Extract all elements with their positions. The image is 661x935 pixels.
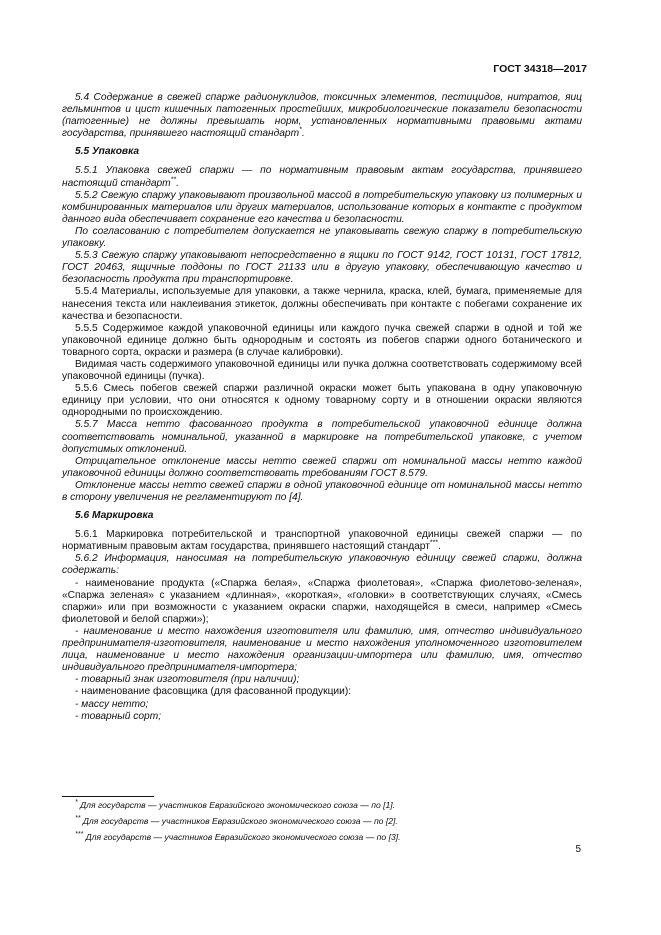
paragraph-5-5-5: 5.5.5 Содержимое каждой упаковочной единицы или каждого пучка свежей спаржи в одной и той же упаковочной единице должно быть однородным и состоять из побегов спаржи одного ботанического и товарного сорта, окраски и размера (в случае калибровки). xyxy=(62,322,582,358)
footnotes xyxy=(75,800,575,848)
list-item: - массу нетто; xyxy=(75,698,149,710)
page-number: 5 xyxy=(575,844,581,855)
section-title-packaging: 5.5 Упаковка xyxy=(75,146,140,158)
paragraph-5-5-4: 5.5.4 Материалы, используемые для упаковки, а также чернила, краска, клей, бумага, применяемые для нанесения текста или наклеивания этикеток, должны обеспечивать при контакте с побегами сохранение их качества и безопасности. xyxy=(62,286,582,322)
section-title-marking: 5.6 Маркировка xyxy=(75,510,154,522)
document-code: ГОСТ 34318—2017 xyxy=(493,63,587,75)
footnote-ref[interactable]: ** xyxy=(170,176,177,184)
footnote: *** Для государств — участников Евразийского экономического союза — по [3]. xyxy=(75,831,401,842)
paragraph-5-4: 5.4 Содержание в свежей спарже радионуклидов, токсичных элементов, пестицидов, нитратов, яиц гельминтов и цист кишечных патогенных простейших, микробиологические показатели безопасности (патогенные) не должны превышать норм, установленных нормативными правовыми актами государства, принявшего настоящий стандарт*. xyxy=(62,92,582,140)
list-item: - наименование и место нахождения изготовителя или фамилию, имя, отчество индивидуального предпринимателя-изготовителя, наименование и место нахождения уполномоченного изготовителем лица, наименование и место нахождения организации-импортера или фамилию, имя, отчество индивидуального предпринимателя-импортера; xyxy=(62,625,582,674)
footnote: ** Для государств — участников Евразийского экономического союза — по [2]. xyxy=(75,815,398,826)
paragraph-5-6-1: 5.6.1 Маркировка потребительской и транспортной упаковочной единицы свежей спаржи — по нормативным правовым актам государства, принявшего настоящий стандарт***. xyxy=(62,529,582,553)
list-item: - товарный знак изготовителя (при наличии); xyxy=(75,674,300,686)
paragraph-5-5-6: 5.5.6 Смесь побегов свежей спаржи различной окраски может быть упакована в одну упаковочную единицу при условии, что они относятся к одному товарному сорту и в отношении окраски являются однородными по происхождению. xyxy=(62,383,582,419)
paragraph-5-5-2b: По согласованию с потребителем допускается не упаковывать свежую спаржу в потребительскую упаковку. xyxy=(62,225,582,250)
paragraph-5-5-7: 5.5.7 Масса нетто фасованного продукта в потребительской упаковочной единице должна соответствовать номинальной, указанной в маркировке на потребительской упаковке, с учетом допустимых отклонений. xyxy=(62,419,582,455)
paragraph-5-5-1: 5.5.1 Упаковка свежей спаржи — по нормативным правовым актам государства, принявшего настоящий стандарт**. xyxy=(62,165,582,189)
paragraph-5-5-7c: Отклонение массы нетто свежей спаржи в одной упаковочной единице от номинальной массы нетто в сторону увеличения не регламентируют по [4]. xyxy=(62,479,582,503)
paragraph-5-5-2: 5.5.2 Свежую спаржу упаковывают произвольной массой в потребительскую упаковку из полимерных и комбинированных материалов или других материалов, использование которых в контакте с продуктом данного вида обеспечивает сохранение его качества и безопасности. xyxy=(62,189,582,225)
list-item: - наименование фасовщика (для фасованной продукции): xyxy=(75,686,352,698)
paragraph-5-5-3: 5.5.3 Свежую спаржу упаковывают непосредственно в ящики по ГОСТ 9142, ГОСТ 10131, ГОСТ 17812, ГОСТ 20463, ящичные поддоны по ГОСТ 21133 или в другую упаковку, обеспечивающую качество и безопасность продукта при транспортировке. xyxy=(62,250,582,286)
footnote-divider xyxy=(62,796,154,797)
paragraph-5-5-5b: Видимая часть содержимого упаковочной единицы или пучка должна соответствовать содержимому всей упаковочной единицы (пучка). xyxy=(62,358,582,383)
document-body xyxy=(62,92,582,723)
footnote-ref[interactable]: *** xyxy=(429,539,439,547)
footnote-ref[interactable]: * xyxy=(299,126,302,134)
paragraph-5-6-2: 5.6.2 Информация, наносимая на потребительскую упаковочную единицу свежей спаржи, должна содержать: xyxy=(62,553,582,577)
list-item: - товарный сорт; xyxy=(75,710,162,722)
footnote: * Для государств — участников Евразийского экономического союза — по [1]. xyxy=(75,799,396,810)
list-item: - наименование продукта («Спаржа белая», «Спаржа фиолетовая», «Спаржа фиолетово-зеленая», «Спаржа зеленая» с указанием «длинная», «короткая», «головки» в соответствующих случаях, «Смесь спаржи» или при возможности с указанием окраски спаржи, находящейся в смеси, например «Смесь фиолетовой и белой спаржи»); xyxy=(62,577,582,625)
paragraph-5-5-7b: Отрицательное отклонение массы нетто свежей спаржи от номинальной массы нетто каждой упаковочной единицы должно соответствовать требованиям ГОСТ 8.579. xyxy=(62,455,582,479)
